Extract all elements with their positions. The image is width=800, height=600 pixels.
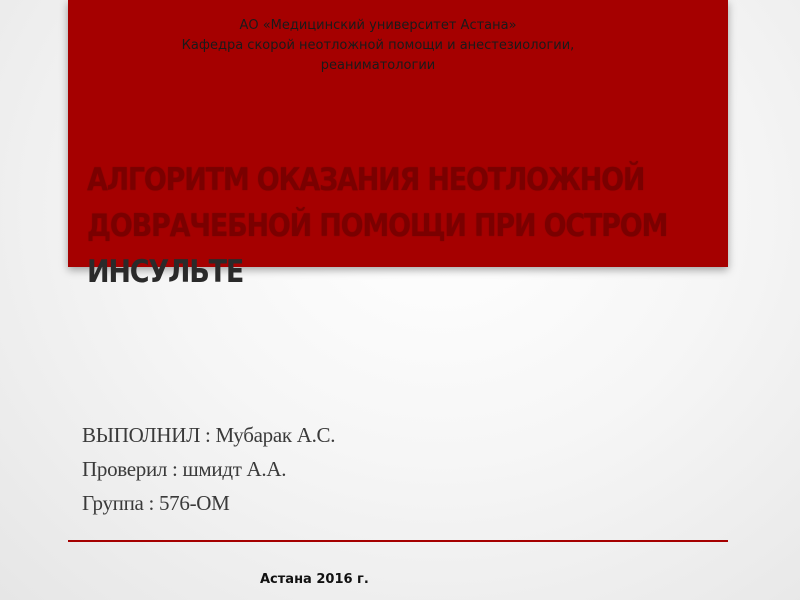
group: Группа : 576-ОМ: [82, 491, 230, 515]
university-name: АО «Медицинский университет Астана»: [239, 18, 517, 33]
title-line-3: ИНСУЛЬТЕ: [87, 254, 244, 291]
institution-header: [68, 16, 688, 76]
title-line-2: ДОВРАЧЕБНОЙ ПОМОЩИ ПРИ ОСТРОМ: [87, 208, 668, 245]
city-year: Астана 2016 г.: [260, 572, 369, 587]
author-info: [82, 418, 335, 520]
checked-by: Проверил : шмидт А.А.: [82, 457, 287, 481]
slide-title: [87, 158, 707, 296]
department-name-continued: реаниматологии: [320, 58, 436, 73]
department-name: Кафедра скорой неотложной помощи и анестезиологии,: [181, 38, 575, 53]
title-line-1: АЛГОРИТМ ОКАЗАНИЯ НЕОТЛОЖНОЙ: [87, 162, 645, 199]
performed-by: ВЫПОЛНИЛ : Мубарак А.С.: [82, 423, 336, 447]
footer-divider: [68, 540, 728, 542]
